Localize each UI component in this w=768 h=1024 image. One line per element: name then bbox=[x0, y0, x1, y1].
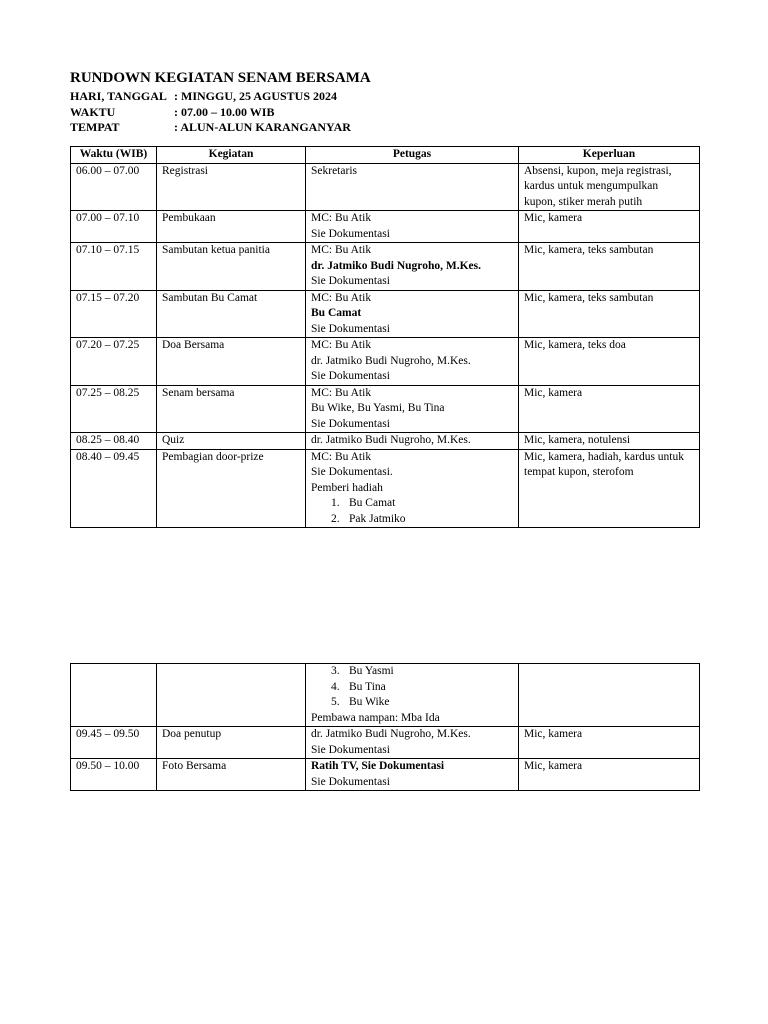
keperluan-line: Mic, kamera, teks sambutan bbox=[524, 291, 654, 304]
cell-waktu: 06.00 – 07.00 bbox=[71, 163, 157, 211]
column-header-keperluan: Keperluan bbox=[519, 147, 700, 164]
keperluan-line: Mic, kamera bbox=[524, 760, 583, 772]
time-value: : 07.00 – 10.00 WIB bbox=[174, 104, 275, 119]
petugas-line: Sie Dokumentasi bbox=[311, 275, 390, 287]
petugas-line: Sie Dokumentasi bbox=[311, 370, 390, 382]
cell-kegiatan: Quiz bbox=[157, 433, 306, 450]
keperluan-line: Mic, kamera, notulensi bbox=[524, 434, 631, 446]
petugas-line: Sie Dokumentasi bbox=[311, 322, 390, 335]
table-row bbox=[71, 243, 700, 291]
list-name: Bu Wike bbox=[349, 696, 390, 708]
list-item bbox=[311, 512, 514, 528]
petugas-line: Sie Dokumentasi bbox=[311, 417, 390, 430]
cell-waktu: 07.10 – 07.15 bbox=[71, 243, 157, 291]
petugas-line: MC: Bu Atik bbox=[311, 450, 372, 463]
cell-waktu: 08.40 – 09.45 bbox=[71, 449, 157, 528]
list-number: 2. bbox=[331, 512, 340, 525]
place-row bbox=[70, 120, 351, 136]
table-row bbox=[71, 385, 700, 433]
petugas-line: Sekretaris bbox=[311, 164, 357, 177]
petugas-line: dr. Jatmiko Budi Nugroho, M.Kes. bbox=[311, 354, 471, 367]
cell-keperluan bbox=[519, 243, 700, 291]
cell-petugas bbox=[306, 290, 519, 338]
cell-waktu: 08.25 – 08.40 bbox=[71, 433, 157, 450]
cell-keperluan bbox=[519, 211, 700, 243]
petugas-line: MC: Bu Atik bbox=[311, 386, 372, 399]
keperluan-line: Absensi, kupon, meja registrasi, bbox=[524, 164, 672, 177]
cell-petugas bbox=[306, 163, 519, 211]
table-header-row bbox=[71, 147, 700, 164]
list-number: 3. bbox=[331, 665, 340, 677]
time-row bbox=[70, 105, 351, 121]
cell-kegiatan bbox=[157, 664, 306, 727]
cell-keperluan bbox=[519, 449, 700, 528]
cell-keperluan bbox=[519, 433, 700, 450]
cell-keperluan bbox=[519, 664, 700, 727]
petugas-line: Sie Dokumentasi bbox=[311, 743, 390, 756]
list-item bbox=[311, 664, 514, 680]
rundown-table bbox=[70, 146, 700, 528]
cell-petugas bbox=[306, 243, 519, 291]
cell-kegiatan: Doa Bersama bbox=[157, 338, 306, 386]
rundown-table-continued bbox=[70, 663, 700, 791]
keperluan-line: Mic, kamera bbox=[524, 386, 583, 399]
table-row bbox=[71, 449, 700, 528]
cell-waktu: 07.25 – 08.25 bbox=[71, 385, 157, 433]
petugas-line: dr. Jatmiko Budi Nugroho, M.Kes. bbox=[311, 434, 471, 446]
list-number: 4. bbox=[331, 680, 340, 693]
petugas-line: dr. Jatmiko Budi Nugroho, M.Kes. bbox=[311, 259, 481, 272]
cell-kegiatan: Senam bersama bbox=[157, 385, 306, 433]
cell-keperluan bbox=[519, 163, 700, 211]
place-value: : ALUN-ALUN KARANGANYAR bbox=[174, 120, 351, 134]
page-title: RUNDOWN KEGIATAN SENAM BERSAMA bbox=[70, 70, 371, 86]
keperluan-line: Mic, kamera bbox=[524, 212, 583, 224]
cell-keperluan bbox=[519, 338, 700, 386]
place-label: TEMPAT bbox=[70, 120, 120, 134]
cell-petugas bbox=[306, 338, 519, 386]
table-row bbox=[71, 290, 700, 338]
keperluan-line: Mic, kamera, teks sambutan bbox=[524, 244, 654, 256]
keperluan-line: tempat kupon, sterofom bbox=[524, 466, 634, 478]
list-name: Bu Tina bbox=[349, 680, 386, 693]
date-row bbox=[70, 89, 351, 105]
cell-kegiatan: Sambutan ketua panitia bbox=[157, 243, 306, 291]
petugas-line: Pemberi hadiah bbox=[311, 481, 383, 494]
date-value: : MINGGU, 25 AGUSTUS 2024 bbox=[174, 89, 338, 103]
keperluan-line: Mic, kamera, teks doa bbox=[524, 339, 626, 351]
table-row bbox=[71, 433, 700, 450]
petugas-line: MC: Bu Atik bbox=[311, 339, 372, 351]
petugas-line: MC: Bu Atik bbox=[311, 244, 372, 256]
petugas-line: MC: Bu Atik bbox=[311, 291, 372, 304]
cell-keperluan bbox=[519, 290, 700, 338]
list-number: 1. bbox=[331, 497, 340, 509]
cell-petugas bbox=[306, 664, 519, 727]
column-header-waktu: Waktu (WIB) bbox=[71, 147, 157, 164]
petugas-line: Ratih TV, Sie Dokumentasi bbox=[311, 760, 445, 772]
list-name: Pak Jatmiko bbox=[349, 512, 406, 525]
petugas-line: MC: Bu Atik bbox=[311, 212, 372, 224]
list-name: Bu Yasmi bbox=[349, 665, 394, 677]
petugas-line: Pembawa nampan: Mba Ida bbox=[311, 711, 440, 724]
cell-waktu: 07.20 – 07.25 bbox=[71, 338, 157, 386]
list-item bbox=[311, 496, 514, 512]
date-label: HARI, TANGGAL bbox=[70, 89, 167, 103]
keperluan-line: Mic, kamera bbox=[524, 728, 583, 740]
cell-kegiatan: Foto Bersama bbox=[157, 759, 306, 791]
column-header-petugas: Petugas bbox=[306, 147, 519, 164]
table-row bbox=[71, 759, 700, 791]
cell-waktu: 09.50 – 10.00 bbox=[71, 759, 157, 791]
cell-kegiatan: Doa penutup bbox=[157, 727, 306, 759]
event-info bbox=[70, 89, 351, 136]
cell-kegiatan: Registrasi bbox=[157, 163, 306, 211]
table-row bbox=[71, 338, 700, 386]
table-row bbox=[71, 664, 700, 727]
column-header-kegiatan: Kegiatan bbox=[157, 147, 306, 164]
cell-waktu bbox=[71, 664, 157, 727]
list-item bbox=[311, 695, 514, 711]
table-row bbox=[71, 163, 700, 211]
petugas-line: dr. Jatmiko Budi Nugroho, M.Kes. bbox=[311, 728, 471, 740]
cell-waktu: 07.15 – 07.20 bbox=[71, 290, 157, 338]
list-item bbox=[311, 680, 514, 696]
cell-kegiatan: Pembukaan bbox=[157, 211, 306, 243]
cell-kegiatan: Pembagian door-prize bbox=[157, 449, 306, 528]
cell-petugas bbox=[306, 727, 519, 759]
cell-keperluan bbox=[519, 727, 700, 759]
cell-waktu: 07.00 – 07.10 bbox=[71, 211, 157, 243]
list-number: 5. bbox=[331, 696, 340, 708]
table-row bbox=[71, 211, 700, 243]
cell-kegiatan: Sambutan Bu Camat bbox=[157, 290, 306, 338]
table-row bbox=[71, 727, 700, 759]
cell-petugas bbox=[306, 449, 519, 528]
cell-petugas bbox=[306, 433, 519, 450]
petugas-line: Sie Dokumentasi bbox=[311, 775, 390, 788]
petugas-line: Sie Dokumentasi bbox=[311, 227, 390, 240]
cell-keperluan bbox=[519, 385, 700, 433]
cell-petugas bbox=[306, 385, 519, 433]
cell-petugas bbox=[306, 759, 519, 791]
cell-keperluan bbox=[519, 759, 700, 791]
cell-petugas bbox=[306, 211, 519, 243]
petugas-line: Bu Wike, Bu Yasmi, Bu Tina bbox=[311, 402, 445, 414]
keperluan-line: Mic, kamera, hadiah, kardus untuk bbox=[524, 450, 684, 463]
list-name: Bu Camat bbox=[349, 497, 396, 509]
keperluan-line: kupon, stiker merah putih bbox=[524, 195, 643, 208]
keperluan-line: kardus untuk mengumpulkan bbox=[524, 180, 659, 192]
petugas-line: Sie Dokumentasi. bbox=[311, 466, 393, 478]
time-label: WAKTU bbox=[70, 104, 116, 119]
petugas-line: Bu Camat bbox=[311, 307, 362, 319]
cell-waktu: 09.45 – 09.50 bbox=[71, 727, 157, 759]
